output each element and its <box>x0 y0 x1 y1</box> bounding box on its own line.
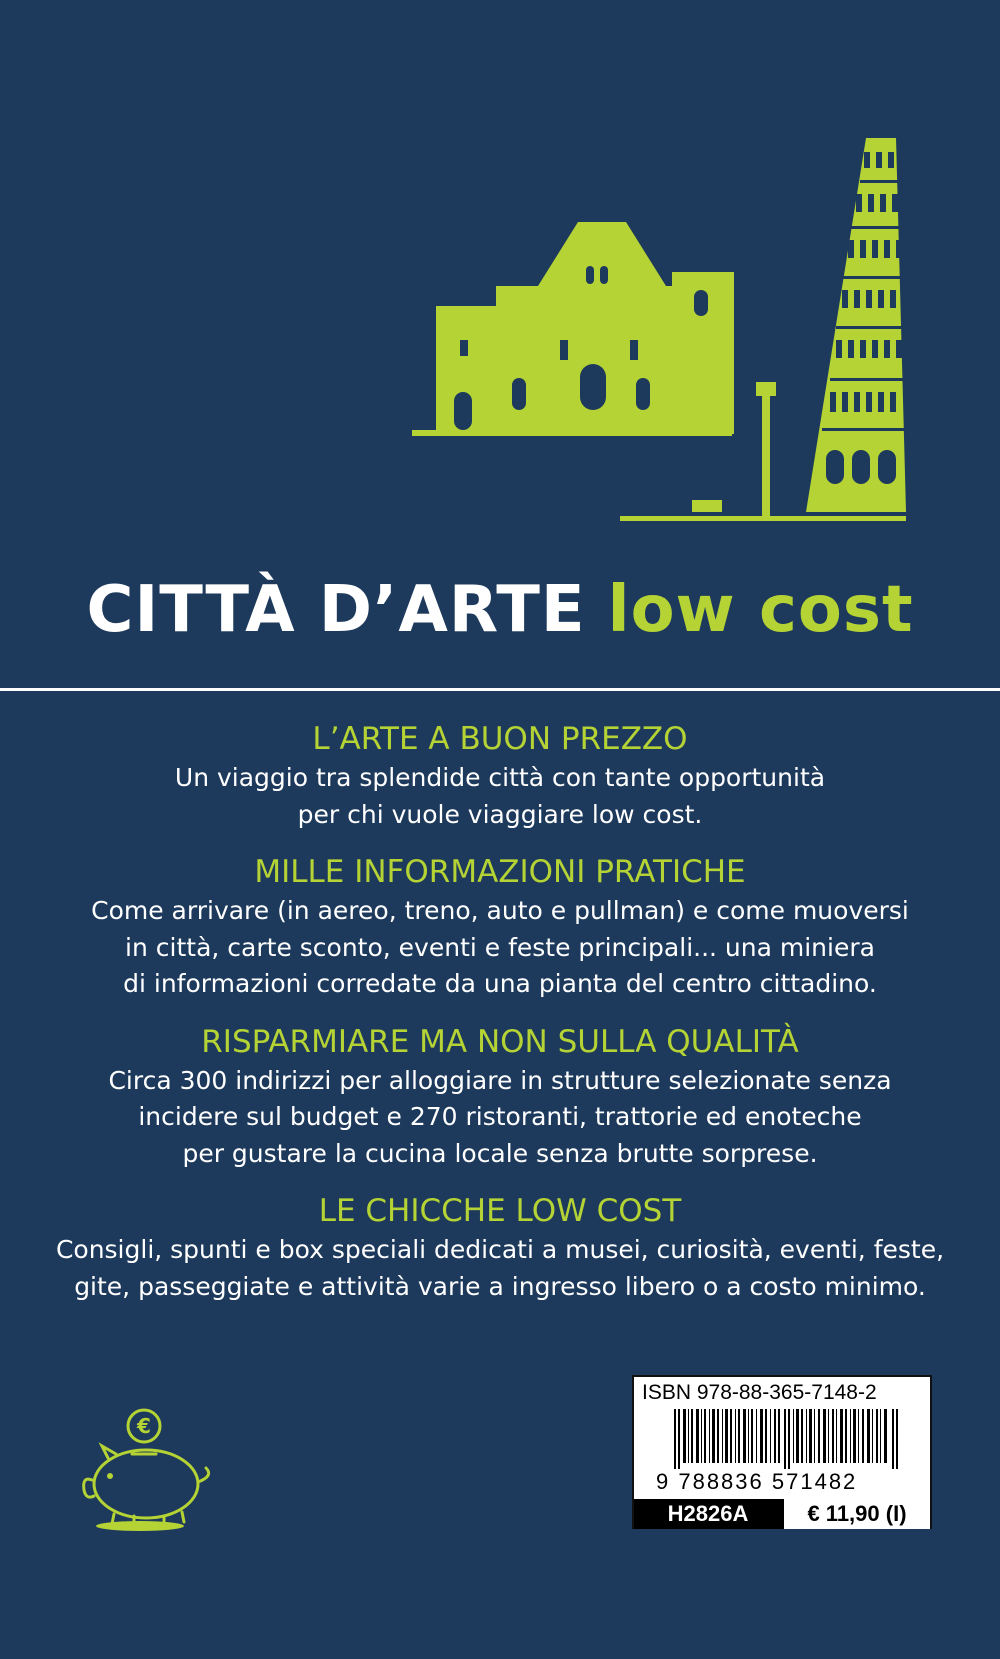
section-informazioni <box>40 851 960 1003</box>
section-line: Un viaggio tra splendide città con tante opportunità <box>174 763 826 792</box>
product-code: H2826A <box>634 1499 782 1529</box>
series-title-white: CITTÀ D’ARTE <box>86 573 586 647</box>
feature-sections <box>40 718 960 1323</box>
section-line: per gustare la cucina locale senza brutte sorprese. <box>182 1138 818 1168</box>
price-label: € 11,90 (I) <box>782 1499 930 1529</box>
section-line: di informazioni corredate da una pianta del centro cittadino. <box>123 969 877 998</box>
section-line: Come arrivare (in aereo, treno, auto e pullman) e come muoversi <box>91 896 909 925</box>
section-heading: L’ARTE A BUON PREZZO <box>312 721 688 757</box>
series-title-green: low cost <box>607 573 914 647</box>
divider <box>0 688 1000 691</box>
section-heading: RISPARMIARE MA NON SULLA QUALITÀ <box>201 1023 799 1060</box>
cathedral-and-leaning-tower-illustration <box>0 0 1000 540</box>
section-line: incidere sul budget e 270 ristoranti, trattorie ed enoteche <box>138 1102 862 1131</box>
series-title <box>0 572 1000 648</box>
section-line: Circa 300 indirizzi per alloggiare in strutture selezionate senza <box>108 1065 892 1095</box>
svg-text:€: € <box>137 1414 151 1438</box>
isbn-digits: 9 788836 571482 <box>656 1469 858 1494</box>
barcode-block <box>632 1375 932 1529</box>
section-line: gite, passeggiate e attività varie a ingresso libero o a costo minimo. <box>74 1271 926 1301</box>
barcode-bars <box>674 1409 904 1469</box>
piggy-bank-euro-icon <box>74 1402 224 1532</box>
section-line: per chi vuole viaggiare low cost. <box>297 799 703 829</box>
section-chicche <box>40 1190 960 1305</box>
section-heading: LE CHICCHE LOW COST <box>318 1193 682 1229</box>
section-heading: MILLE INFORMAZIONI PRATICHE <box>254 854 746 890</box>
section-line: in città, carte sconto, eventi e feste principali... una miniera <box>125 932 875 962</box>
section-line: Consigli, spunti e box speciali dedicati a musei, curiosità, eventi, feste, <box>55 1235 945 1264</box>
section-risparmiare <box>40 1021 960 1173</box>
section-arte <box>40 718 960 833</box>
isbn-label: ISBN 978-88-365-7148-2 <box>642 1381 877 1404</box>
